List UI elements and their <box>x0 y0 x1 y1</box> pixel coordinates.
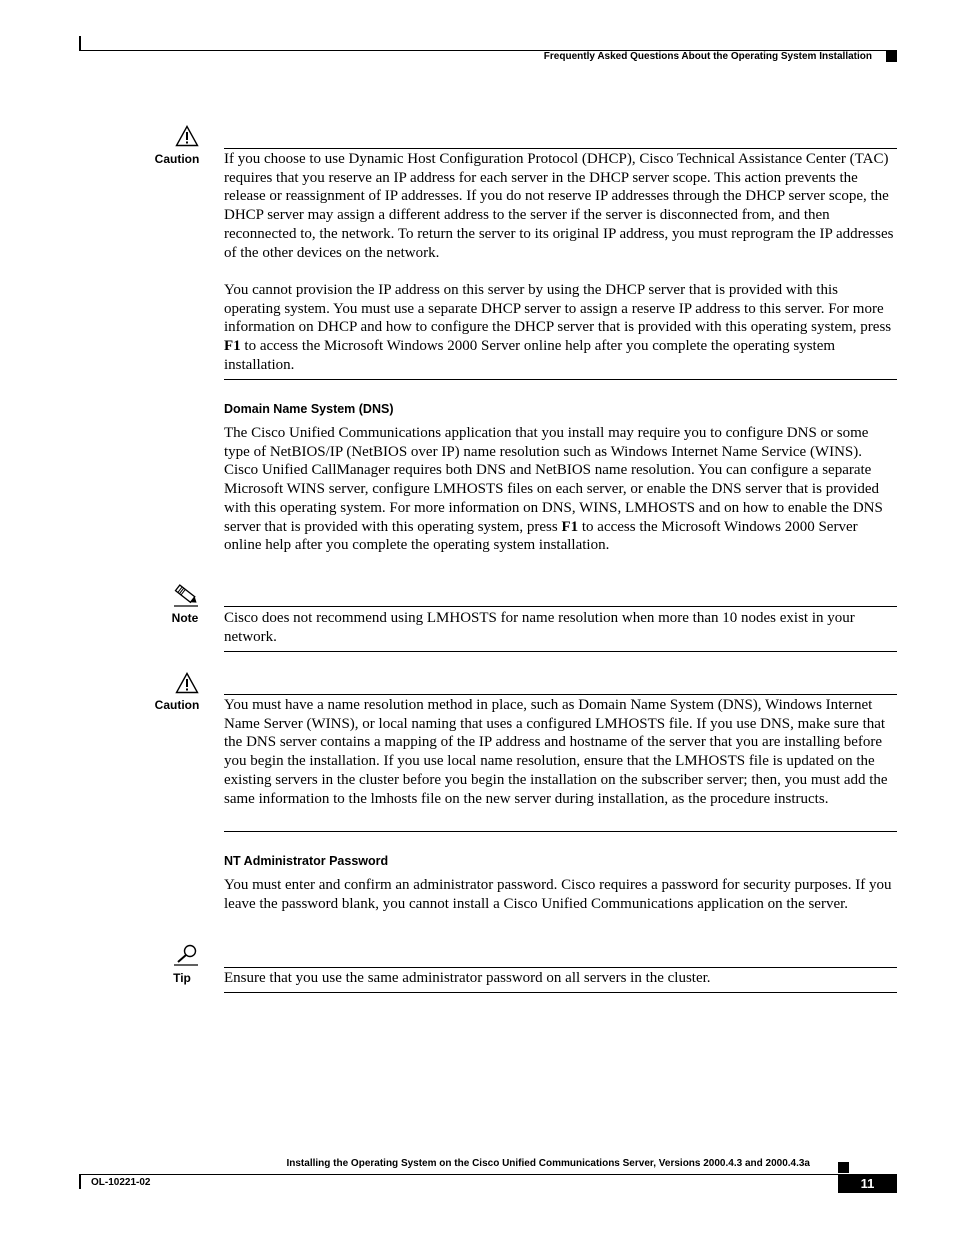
footer-book-title: Installing the Operating System on the Cisco Unified Communications Server, Versions 2000.4.3 and 2000.4.3a <box>286 1158 810 1169</box>
note-label: Note <box>171 611 199 625</box>
footer-rule <box>79 1174 897 1175</box>
note-top-rule <box>224 606 897 607</box>
pencil-icon <box>172 584 200 608</box>
header-corner-mark <box>79 36 81 51</box>
section-heading-dns: Domain Name System (DNS) <box>224 402 394 416</box>
note-text: Cisco does not recommend using LMHOSTS for name resolution when more than 10 nodes exist in your network. <box>224 610 855 645</box>
warning-triangle-icon <box>175 125 199 147</box>
caution-paragraph-1: If you choose to use Dynamic Host Configuration Protocol (DHCP), Cisco Technical Assistance Center (TAC) requires that you reserve an IP address for each server in the DHCP server scope. This action prevents the release or reassignment of IP addresses. If you do not reserve IP addresses through the DHCP server scope, the DHCP server may assign a different address to the server if the server is disconnected from, and then reconnected to, the network. To return the server to its original IP address, you must reprogram the IP addresses of the other devices on the network. <box>224 151 894 261</box>
page-number: 11 <box>838 1175 897 1193</box>
header-block <box>886 51 897 62</box>
key-f1: F1 <box>224 338 241 355</box>
tip-bottom-rule <box>224 992 897 993</box>
dns-body: The Cisco Unified Communications application that you install may require you to configure DNS or some type of NetBIOS/IP (NetBIOS over IP) name resolution such as Windows Internet Name Service (WINS). Cisco Unified CallManager requires both DNS and NetBIOS name resolution. You can configure a separate Microsoft WINS server, configure LMHOSTS files on each server, or enable the DNS server that is provided with this operating system. For more information on DNS, WINS, LMHOSTS and on how to enable the DNS server that is provided with this operating system, press F1 to access the Microsoft Windows 2000 Server online help after you complete the operating system installation. <box>224 425 883 554</box>
caution-paragraph-2: You cannot provision the IP address on this server by using the DHCP server that is provided with this operating system. You must use a separate DHCP server to assign a reserve IP address to this server. For more information on DHCP and how to configure the DHCP server that is provided with this operating system, press F1 to access the Microsoft Windows 2000 Server online help after you complete the operating system installation. <box>224 281 892 373</box>
tip-text: Ensure that you use the same administrator password on all servers in the cluster. <box>224 970 711 986</box>
caution-text <box>224 150 897 374</box>
note-bottom-rule <box>224 651 897 652</box>
key-f1: F1 <box>561 518 579 535</box>
magnifier-icon <box>172 943 200 967</box>
section-heading-nt-admin: NT Administrator Password <box>224 854 389 868</box>
caution-bottom-rule <box>224 831 897 832</box>
footer-corner-mark <box>79 1174 81 1189</box>
warning-triangle-icon <box>175 672 199 694</box>
caution-top-rule <box>224 148 897 149</box>
caution-text: You must have a name resolution method in place, such as Domain Name System (DNS), Windows Internet Name Server (WINS), or local naming that uses a configured LMHOSTS file. If you use DNS, make sure that the DNS server contains a mapping of the IP address and hostname of the server that you are installing before you begin the installation. If you use local name resolution, ensure that the LMHOSTS file is updated on the existing servers in the cluster before you begin the installation on the subscriber server; then, you must add the same information to the lmhosts file on the new server during installation, as the procedure instructs. <box>224 697 888 807</box>
footer-doc-number: OL-10221-02 <box>91 1177 151 1188</box>
tip-top-rule <box>224 967 897 968</box>
nt-admin-body: You must enter and confirm an administrator password. Cisco requires a password for security purposes. If you leave the password blank, you cannot install a Cisco Unified Communications application on the server. <box>224 877 892 912</box>
caution-label: Caution <box>154 152 200 166</box>
header-title: Frequently Asked Questions About the Operating System Installation <box>543 51 872 62</box>
caution-top-rule <box>224 694 897 695</box>
caution-label: Caution <box>154 698 200 712</box>
footer-block <box>838 1162 849 1173</box>
caution-bottom-rule <box>224 379 897 380</box>
tip-label: Tip <box>173 971 191 985</box>
